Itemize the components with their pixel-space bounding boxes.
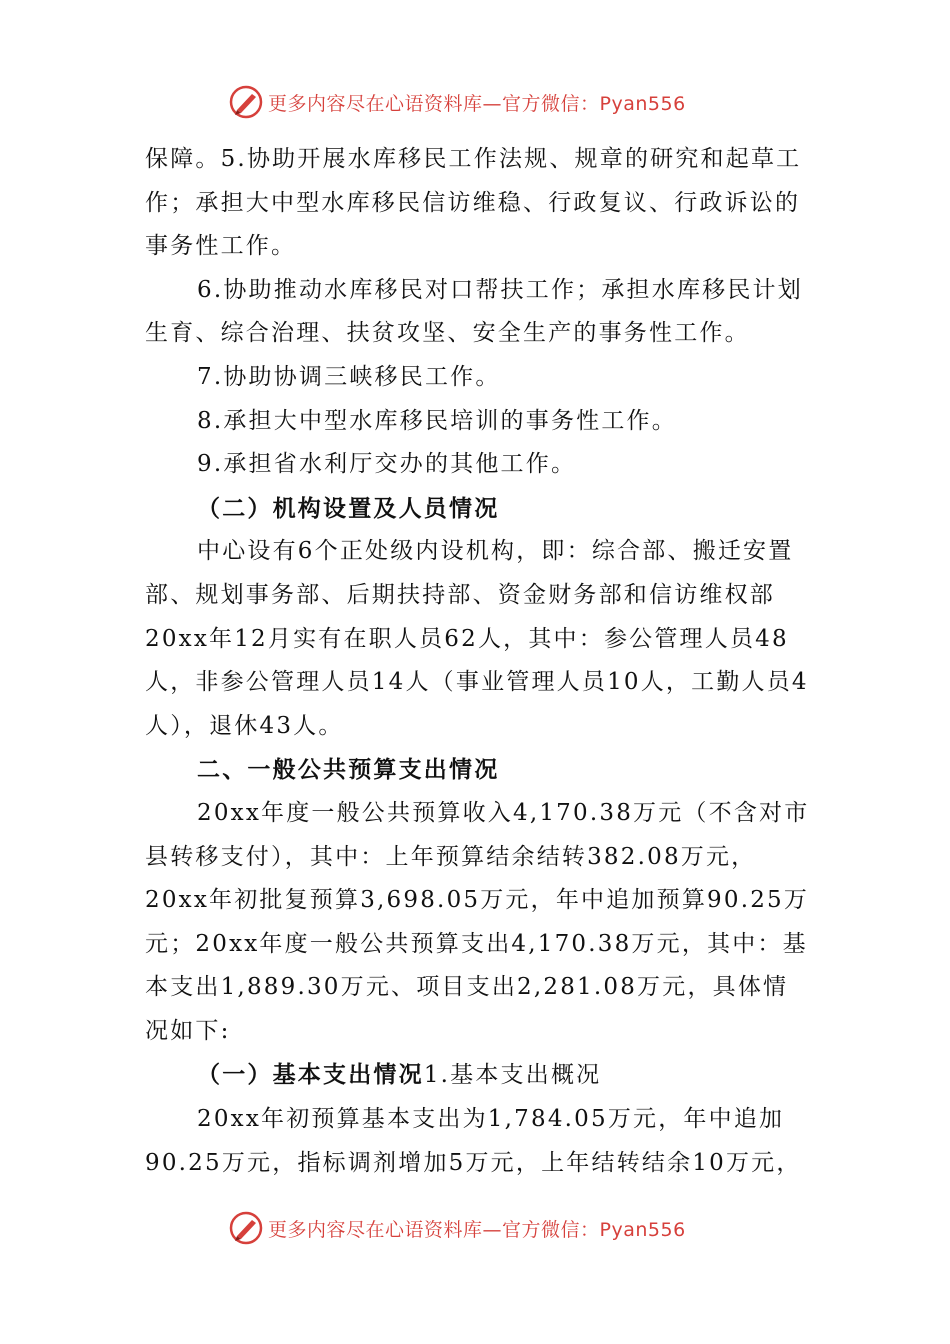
paragraph: 7.协助协调三峡移民工作。 (197, 363, 501, 390)
paragraph: 中心设有6个正处级内设机构，即：综合部、搬迁安置部、规划事务部、后期扶持部、资金财务部和信访维权部20xx年12月实有在职人员62人，其中：参公管理人员48人，非参公管理人员14人（事业管理人员10人，工勤人员4人），退休43人。 (145, 538, 809, 739)
paragraph: 6.协助推动水库移民对口帮扶工作；承担水库移民计划生育、综合治理、扶贫攻坚、安全生产的事务性工作。 (145, 276, 803, 347)
paragraph: 20xx年度一般公共预算收入4,170.38万元（不含对市县转移支付），其中：上年预算结余结转382.08万元，20xx年初批复预算3,698.05万元，年中追加预算90.25万元；20xx年度一般公共预算支出4,170.38万元，其中：基本支出1,889.30万元、项目支出2,281.08万元，具体情况如下: (145, 799, 810, 1044)
paragraph: 9.承担省水利厅交办的其他工作。 (197, 451, 577, 478)
pen-logo-icon (228, 1210, 264, 1246)
subsection-heading-tail: 1.基本支出概况 (423, 1062, 602, 1089)
footer-watermark-banner (228, 1208, 748, 1248)
subsection-line (145, 1053, 810, 1098)
section-heading: 二、一般公共预算支出情况 (197, 756, 500, 784)
subsection-heading: （一）基本支出情况 (197, 1061, 424, 1089)
paragraph: 20xx年初预算基本支出为1,784.05万元，年中追加90.25万元，指标调剂增加5万元，上年结转结余10万元， (145, 1106, 802, 1176)
pen-logo-icon (228, 84, 264, 120)
section-heading: （二）机构设置及人员情况 (197, 494, 500, 522)
paragraph: 保障。5.协助开展水库移民工作法规、规章的研究和起草工作；承担大中型水库移民信访维稳、行政复议、行政诉讼的事务性工作。 (145, 146, 802, 260)
header-watermark-banner (228, 82, 748, 122)
header-watermark-text: 更多内容尽在心语资料库—官方微信：Pyan556 (268, 92, 686, 115)
footer-watermark-text: 更多内容尽在心语资料库—官方微信：Pyan556 (268, 1218, 686, 1241)
paragraph: 8.承担大中型水库移民培训的事务性工作。 (197, 407, 677, 434)
document-body (145, 138, 810, 1185)
